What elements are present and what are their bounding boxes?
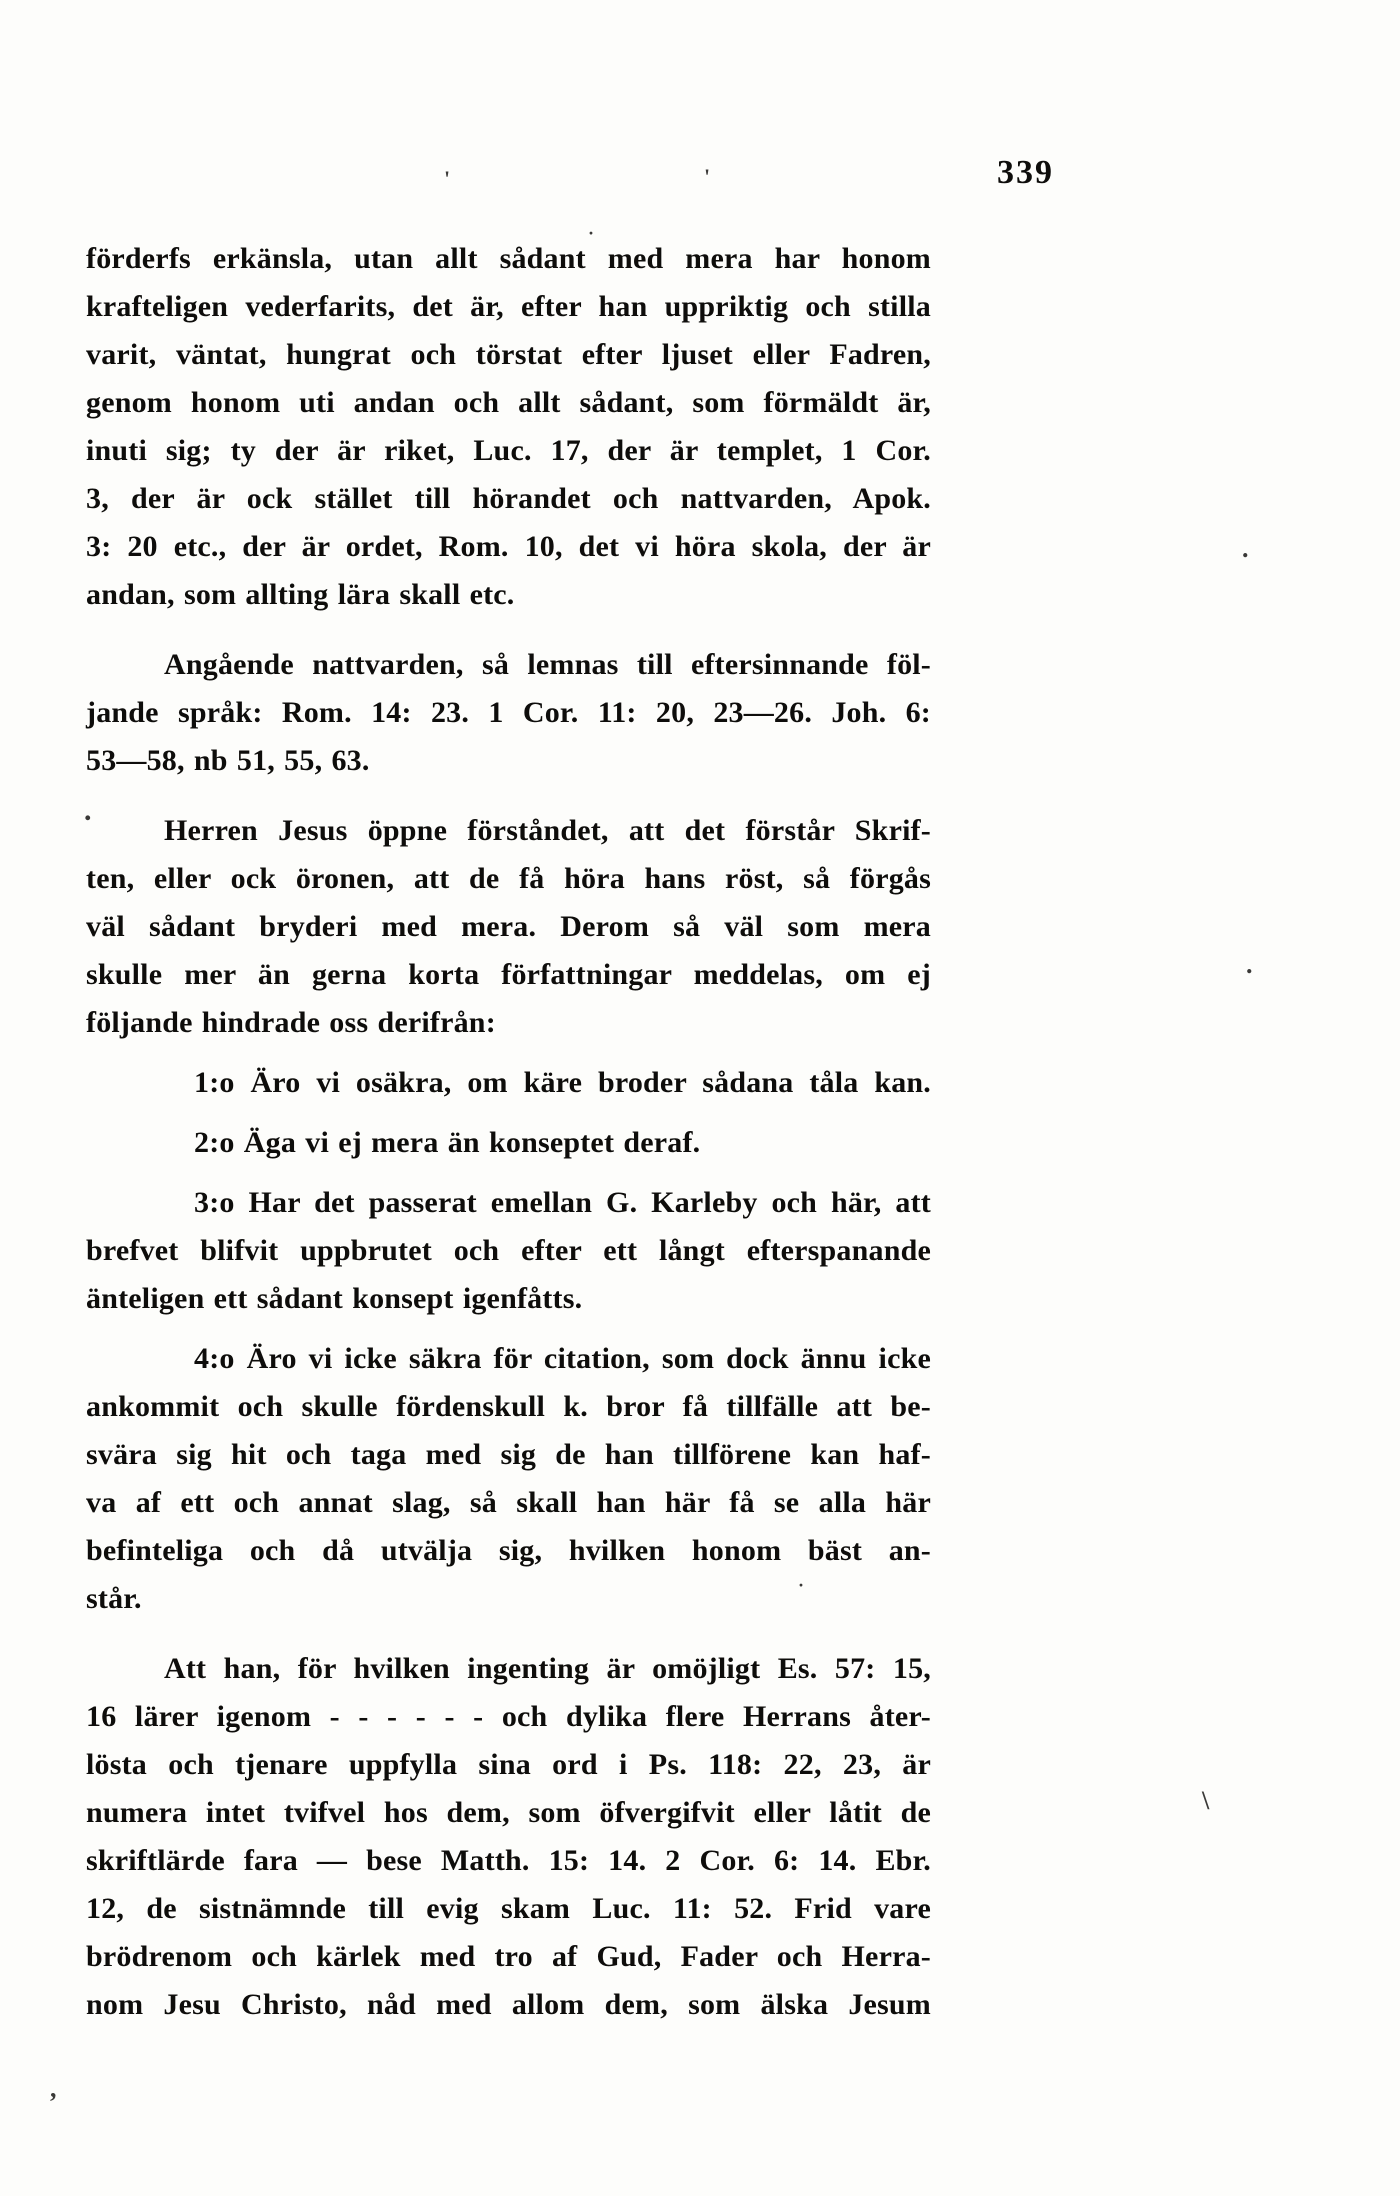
list-item xyxy=(86,1059,931,1107)
text-line: ten, eller ock öronen, att de få höra hans röst, så förgås xyxy=(86,862,931,895)
text-line: 3:o Har det passerat emellan G. Karleby och här, att xyxy=(194,1186,931,1219)
text-line: svära sig hit och taga med sig de han tillförene kan haf- xyxy=(86,1438,931,1471)
text-line: Angående nattvarden, så lemnas till eftersinnande föl- xyxy=(164,648,931,681)
text-line: befinteliga och då utvälja sig, hvilken honom bäst an- xyxy=(86,1534,931,1567)
text-line: andan, som allting lära skall etc. xyxy=(86,578,515,611)
text-line: följande hindrade oss derifrån: xyxy=(86,1006,496,1039)
text-line: 53—58, nb 51, 55, 63. xyxy=(86,744,370,777)
ink-speck: . xyxy=(84,794,92,827)
ink-speck: ' xyxy=(704,164,711,189)
text-line: 12, de sistnämnde till evig skam Luc. 11: 52. Frid vare xyxy=(86,1892,931,1925)
text-line: jande språk: Rom. 14: 23. 1 Cor. 11: 20, 23—26. Joh. 6: xyxy=(86,696,931,729)
text-line: brefvet blifvit uppbrutet och efter ett långt efterspanande xyxy=(86,1234,931,1267)
text-line: 4:o Äro vi icke säkra för citation, som dock ännu icke xyxy=(194,1342,931,1375)
text-line: nom Jesu Christo, nåd med allom dem, som älska Jesum xyxy=(86,1988,931,2021)
text-line: skriftlärde fara — bese Matth. 15: 14. 2 Cor. 6: 14. Ebr. xyxy=(86,1844,931,1877)
text-line: 2:o Äga vi ej mera än konseptet deraf. xyxy=(194,1126,701,1159)
list-item xyxy=(86,1179,931,1323)
text-line: förderfs erkänsla, utan allt sådant med mera har honom xyxy=(86,242,931,275)
ink-speck: . xyxy=(1242,534,1249,563)
text-line: står. xyxy=(86,1582,142,1615)
ink-speck: · xyxy=(588,223,595,243)
text-line: änteligen ett sådant konsept igenfåtts. xyxy=(86,1282,583,1315)
text-line: lösta och tjenare uppfylla sina ord i Ps. 118: 22, 23, är xyxy=(86,1748,931,1781)
text-line: numera intet tvifvel hos dem, som öfvergifvit eller låtit de xyxy=(86,1796,931,1829)
text-line: Att han, för hvilken ingenting är omöjligt Es. 57: 15, xyxy=(164,1652,931,1685)
list-item xyxy=(86,1119,931,1167)
ink-speck: . xyxy=(1246,950,1253,979)
text-line: ankommit och skulle fördenskull k. bror få tillfälle att be- xyxy=(86,1390,931,1423)
paragraph xyxy=(86,235,931,619)
text-line: skulle mer än gerna korta författningar meddelas, om ej xyxy=(86,958,931,991)
text-line: inuti sig; ty der är riket, Luc. 17, der är templet, 1 Cor. xyxy=(86,434,931,467)
text-line: 16 lärer igenom - - - - - - och dylika flere Herrans åter- xyxy=(86,1700,931,1733)
text-line: 3: 20 etc., der är ordet, Rom. 10, det vi höra skola, der är xyxy=(86,530,931,563)
paragraph xyxy=(86,1645,931,2029)
text-line: genom honom uti andan och allt sådant, som förmäldt är, xyxy=(86,386,931,419)
ink-speck: · xyxy=(798,1575,805,1595)
text-line: 1:o Äro vi osäkra, om käre broder sådana tåla kan. xyxy=(194,1066,931,1099)
list-item xyxy=(86,1335,931,1623)
ink-speck: , xyxy=(50,2074,57,2103)
text-line: Herren Jesus öppne förståndet, att det förstår Skrif- xyxy=(164,814,931,847)
paragraph xyxy=(86,641,931,785)
text-line: brödrenom och kärlek med tro af Gud, Fader och Herra- xyxy=(86,1940,931,1973)
text-line: 3, der är ock stället till hörandet och nattvarden, Apok. xyxy=(86,482,931,515)
ink-speck: \ xyxy=(1202,1786,1210,1815)
page-number: 339 xyxy=(997,154,1054,191)
text-line: krafteligen vederfarits, det är, efter han uppriktig och stilla xyxy=(86,290,931,323)
paragraph xyxy=(86,807,931,1047)
text-line: väl sådant bryderi med mera. Derom så väl som mera xyxy=(86,910,931,943)
text-line: va af ett och annat slag, så skall han här få se alla här xyxy=(86,1486,931,1519)
body-text-column xyxy=(86,235,931,2029)
ink-speck: ' xyxy=(444,166,451,191)
text-line: varit, väntat, hungrat och törstat efter ljuset eller Fadren, xyxy=(86,338,931,371)
